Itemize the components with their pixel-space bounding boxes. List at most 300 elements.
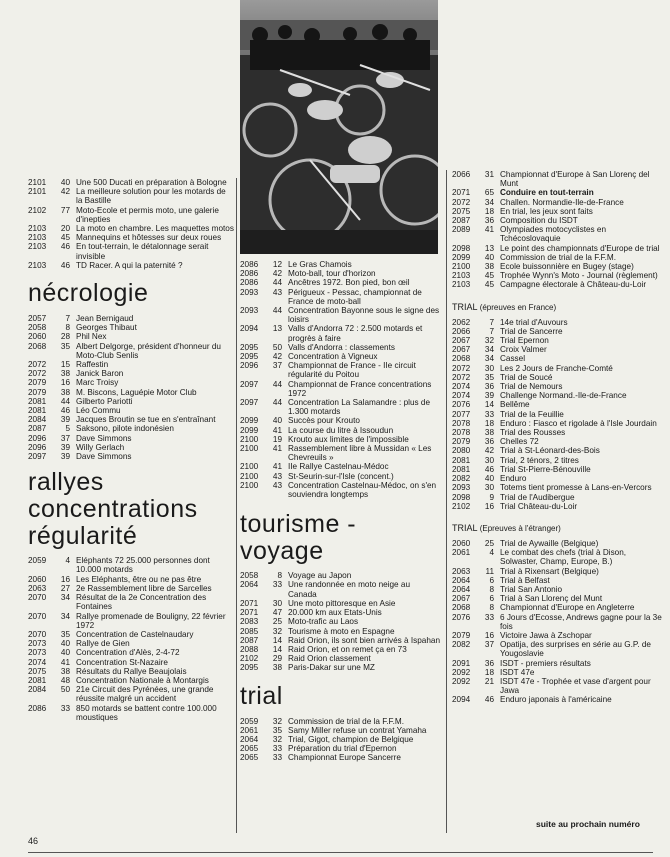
issue-number: 2102 (452, 501, 471, 511)
index-entry (240, 324, 440, 342)
page-ref: 32 (272, 626, 282, 636)
article-title: 14e trial d'Auvours (500, 317, 568, 327)
issue-number: 2098 (452, 492, 471, 502)
issue-number: 2091 (452, 658, 471, 668)
index-entry (452, 391, 664, 400)
page-ref: 36 (484, 437, 494, 447)
article-title: Croix Valmer (500, 345, 547, 355)
article-title: ISDT 47e - Trophée et vase d'argent pour Jawa (500, 676, 651, 696)
index-entry (240, 444, 440, 462)
issue-number: 2095 (240, 342, 259, 352)
article-title: Challenge Normand.-Ile-de-France (500, 391, 627, 401)
article-title: Trial à Rixensart (Belgique) (500, 566, 599, 576)
index-entry (452, 548, 664, 566)
page-ref: 47 (272, 608, 282, 618)
article-title: Cassel (500, 354, 526, 364)
article-title: Concentration de Castelnaudary (76, 629, 194, 639)
article-title: Préparation du trial d'Epernon (288, 744, 397, 754)
page-ref: 34 (60, 593, 70, 603)
article-title: 6 Jours d'Ecosse, Andrews gagne pour la 3e fois (500, 612, 662, 631)
page-ref: 20 (60, 224, 70, 234)
issue-number: 2077 (452, 409, 471, 419)
page-ref: 35 (60, 629, 70, 639)
issue-number: 2103 (452, 280, 471, 290)
article-title: Trial à St-Léonard-des-Bois (500, 446, 600, 456)
issue-number: 2071 (240, 608, 259, 618)
index-entry (452, 428, 664, 437)
issue-number: 2093 (240, 287, 259, 297)
issue-number: 2075 (28, 666, 47, 676)
article-title: Rassemblement libre à Mussidan « Les Chevreuils » (288, 444, 432, 463)
page-ref: 38 (60, 387, 70, 397)
article-title: Enduro : Fiasco et rigolade à l'Isle Jourdain (500, 418, 657, 428)
index-entry (452, 419, 664, 428)
issue-number: 2064 (240, 580, 259, 590)
issue-number: 2070 (28, 611, 47, 621)
page-ref: 43 (272, 480, 282, 490)
article-title: Janick Baron (76, 369, 124, 379)
index-entry (28, 261, 234, 270)
page-ref: 45 (60, 233, 70, 243)
issue-number: 2084 (28, 685, 47, 695)
index-entry (28, 612, 234, 630)
index-entry (28, 178, 234, 187)
page-ref: 25 (484, 538, 494, 548)
issue-number: 2081 (28, 396, 47, 406)
article-title: Une randonnée en moto neige au Canada (288, 580, 410, 599)
issue-number: 2072 (28, 369, 47, 379)
article-title: Trial St-Pierre-Bénouville (500, 464, 591, 474)
issue-number: 2088 (240, 644, 259, 654)
issue-number: 2061 (452, 548, 471, 558)
index-entry (240, 735, 440, 744)
index-entry (452, 216, 664, 225)
index-entry (452, 456, 664, 465)
index-entry (28, 424, 234, 433)
issue-number: 2095 (240, 352, 259, 362)
article-title: La meilleure solution pour les motards de la Bastille (76, 187, 226, 206)
article-title: M. Biscons, Laguépie Motor Club (76, 387, 197, 397)
page-ref: 38 (484, 262, 494, 272)
issue-number: 2058 (28, 323, 47, 333)
index-entry (240, 343, 440, 352)
issue-number: 2073 (28, 648, 47, 658)
page-ref: 44 (60, 396, 70, 406)
col3-top-list (452, 170, 664, 290)
issue-number: 2064 (240, 734, 259, 744)
page-ref: 18 (484, 206, 494, 216)
page-ref: 5 (65, 424, 70, 434)
page-ref: 34 (484, 354, 494, 364)
page-ref: 45 (484, 280, 494, 290)
article-title: Concentration Bayonne sous le signe des loisirs (288, 306, 440, 325)
issue-number: 2059 (28, 556, 47, 566)
issue-number: 2099 (240, 425, 259, 435)
index-entry (28, 584, 234, 593)
index-entry (452, 327, 664, 336)
index-entry (28, 443, 234, 452)
issue-number: 2086 (240, 269, 259, 279)
issue-number: 2068 (452, 354, 471, 364)
index-entry (452, 474, 664, 483)
issue-number: 2097 (240, 398, 259, 408)
page-ref: 36 (484, 658, 494, 668)
issue-number: 2071 (452, 188, 471, 198)
issue-number: 2067 (452, 336, 471, 346)
page-ref: 4 (489, 548, 494, 558)
index-entry (240, 380, 440, 398)
issue-number: 2079 (452, 437, 471, 447)
index-entry (240, 744, 440, 753)
page-ref: 65 (484, 188, 494, 198)
article-title: Dave Simmons (76, 433, 132, 443)
article-title: Trial Epernon (500, 336, 549, 346)
article-title: Une moto pittoresque en Asie (288, 598, 396, 608)
issue-number: 2103 (28, 260, 47, 270)
issue-number: 2086 (240, 260, 259, 269)
page-number: 46 (28, 836, 39, 846)
issue-number: 2062 (452, 317, 471, 327)
page-ref: 37 (60, 433, 70, 443)
page-ref: 33 (272, 744, 282, 754)
index-entry (240, 580, 440, 598)
page-ref: 8 (489, 603, 494, 613)
article-title: Willy Gerlach (76, 442, 125, 452)
page-ref: 7 (489, 326, 494, 336)
article-title: Trial de la Feuillie (500, 409, 564, 419)
section-title-tourisme (240, 511, 440, 565)
motorcycles-photo-image (240, 0, 438, 254)
issue-number: 2071 (240, 598, 259, 608)
article-title: Trial, 2 ténors, 2 titres (500, 455, 579, 465)
index-entry (28, 378, 234, 387)
issue-number: 2103 (28, 242, 47, 252)
article-title: Valls d'Andorra 72 : 2.500 motards et progrès à faire (288, 324, 423, 343)
issue-number: 2083 (240, 617, 259, 627)
article-title: Trial de Soucé (500, 372, 553, 382)
page-ref: 46 (60, 242, 70, 252)
article-title: Concentration d'Alès, 2-4-72 (76, 648, 180, 658)
page-ref: 33 (272, 753, 282, 763)
page-ref: 37 (272, 361, 282, 371)
article-title: IIe Rallye Castelnau-Médoc (288, 462, 389, 472)
issue-number: 2087 (240, 635, 259, 645)
index-entry (28, 224, 234, 233)
issue-number: 2100 (240, 434, 259, 444)
index-entry (240, 352, 440, 361)
index-entry (240, 663, 440, 672)
page-ref: 12 (272, 260, 282, 269)
article-title: Raid Orion, ils sont bien arrivés à Ispahan (288, 635, 441, 645)
index-entry (28, 556, 234, 574)
issue-number: 2072 (28, 360, 47, 370)
index-entry (452, 594, 664, 603)
article-title: Totems tient promesse à Lans-en-Vercors (500, 483, 652, 493)
issue-number: 2057 (28, 314, 47, 324)
issue-number: 2103 (28, 224, 47, 234)
article-title: Moto-trafic au Laos (288, 617, 359, 627)
article-title: Le point des championnats d'Europe de trial (500, 243, 660, 253)
article-title: Raid Orion classement (288, 654, 371, 664)
page-ref: 42 (484, 446, 494, 456)
index-entry (28, 397, 234, 406)
article-title: Ancêtres 1972. Bon pied, bon œil (288, 278, 410, 288)
article-title: Trial des Rousses (500, 428, 566, 438)
issue-number: 2070 (28, 629, 47, 639)
issue-number: 2100 (452, 262, 471, 272)
index-entry (240, 361, 440, 379)
index-entry (240, 654, 440, 663)
issue-number: 2081 (452, 455, 471, 465)
index-entry (452, 364, 664, 373)
article-title: Challen. Normandie-Ile-de-France (500, 197, 624, 207)
issue-number: 2060 (452, 538, 471, 548)
page-ref: 30 (484, 455, 494, 465)
article-title: Albert Delgorge, président d'honneur du Moto-Club Senlis (76, 341, 221, 360)
page-ref: 8 (65, 323, 70, 333)
page-ref: 41 (272, 462, 282, 472)
issue-number: 2065 (240, 744, 259, 754)
article-title: Moto-Ecole et permis moto, une galerie d'inepties (76, 205, 219, 224)
page-ref: 39 (60, 415, 70, 425)
page-ref: 38 (272, 663, 282, 673)
page-ref: 37 (484, 640, 494, 650)
page-ref: 18 (484, 418, 494, 428)
issue-number: 2082 (452, 474, 471, 484)
index-entry (28, 206, 234, 224)
index-entry (240, 398, 440, 416)
page-ref: 36 (484, 382, 494, 392)
continued-next-issue: suite au prochain numéro (536, 819, 640, 829)
issue-number: 2060 (28, 574, 47, 584)
page-ref: 46 (484, 695, 494, 705)
necrologie-list (28, 314, 234, 461)
index-entry (452, 253, 664, 262)
page-ref: 6 (489, 575, 494, 585)
page-ref: 29 (272, 654, 282, 664)
issue-number: 2103 (28, 233, 47, 243)
index-entry (240, 472, 440, 481)
issue-number: 2080 (452, 446, 471, 456)
page-ref: 44 (272, 306, 282, 316)
column-rule (236, 178, 237, 833)
article-title: Raid Orion, et on remet ça en 73 (288, 644, 407, 654)
article-title: Trial San Antonio (500, 584, 563, 594)
article-title: La moto en chambre. Les maquettes motos (76, 224, 234, 234)
article-title: Phil Nex (76, 332, 107, 342)
issue-number: 2079 (28, 378, 47, 388)
article-title: Trial de l'Audibergue (500, 492, 575, 502)
article-title: Commission de trial de la F.F.M. (288, 716, 405, 726)
article-title: Concentration à Vigneux (288, 352, 378, 362)
section-title-trial-france-sub: (épreuves en France) (479, 302, 557, 312)
article-title: 20.000 km aux Etats-Unis (288, 608, 382, 618)
page-ref: 34 (484, 197, 494, 207)
article-title: Saksono, pilote indonésien (76, 424, 174, 434)
issue-number: 2067 (452, 345, 471, 355)
index-entry (28, 685, 234, 703)
issue-number: 2094 (452, 695, 471, 705)
article-title: Trial à Belfast (500, 575, 550, 585)
issue-number: 2099 (452, 252, 471, 262)
issue-number: 2092 (452, 676, 471, 686)
page-ref: 18 (484, 667, 494, 677)
index-entry (28, 314, 234, 323)
index-entry (240, 416, 440, 425)
page-ref: 32 (484, 336, 494, 346)
section-title-rallyes (28, 469, 234, 550)
page-ref: 14 (272, 644, 282, 654)
page-ref: 43 (272, 471, 282, 481)
index-entry (452, 280, 664, 289)
index-entry (452, 198, 664, 207)
index-entry (240, 306, 440, 324)
issue-number: 2086 (240, 278, 259, 288)
page-ref: 42 (60, 187, 70, 197)
issue-number: 2100 (240, 462, 259, 472)
article-title: Championnat de France concentrations 1972 (288, 379, 432, 398)
index-entry (452, 262, 664, 271)
article-title: Samy Miller refuse un contrat Yamaha (288, 725, 427, 735)
issue-number: 2078 (452, 418, 471, 428)
index-entry (28, 704, 234, 722)
index-entry (240, 599, 440, 608)
index-entry (452, 659, 664, 668)
index-entry (240, 717, 440, 726)
rallyes-list (28, 556, 234, 722)
index-entry (452, 567, 664, 576)
page-ref: 6 (489, 594, 494, 604)
section-title-line: régularité (28, 522, 138, 551)
page-ref: 39 (60, 442, 70, 452)
column-2 (240, 260, 440, 763)
article-title: Concentration Nationale à Montargis (76, 675, 209, 685)
index-entry (28, 630, 234, 639)
index-entry (240, 627, 440, 636)
page-ref: 35 (272, 725, 282, 735)
issue-number: 2084 (28, 415, 47, 425)
article-title: Rallye de Gien (76, 639, 130, 649)
index-entry (240, 462, 440, 471)
index-entry (28, 658, 234, 667)
index-entry (452, 631, 664, 640)
article-title: Conduire en tout-terrain (500, 188, 594, 198)
issue-number: 2063 (28, 583, 47, 593)
article-title: Résultat de la 2e Concentration des Fontaines (76, 593, 207, 612)
page-ref: 40 (272, 416, 282, 426)
page-ref: 46 (484, 464, 494, 474)
index-entry (240, 753, 440, 762)
article-title: Concentration La Salamandre : plus de 1.300 motards (288, 398, 431, 417)
article-title: Trial, Gigot, champion de Belgique (288, 734, 414, 744)
issue-number: 2074 (452, 382, 471, 392)
index-entry (452, 493, 664, 502)
page-ref: 46 (60, 406, 70, 416)
issue-number: 2058 (240, 571, 259, 581)
page-ref: 16 (60, 574, 70, 584)
index-entry (452, 437, 664, 446)
index-entry (452, 410, 664, 419)
issue-number: 2100 (240, 444, 259, 454)
index-entry (240, 645, 440, 654)
page-ref: 44 (272, 278, 282, 288)
page-ref: 77 (60, 205, 70, 215)
article-title: Chelles 72 (500, 437, 539, 447)
article-title: Trial Château-du-Loir (500, 501, 578, 511)
trial-list (240, 717, 440, 763)
article-title: Concentration St-Nazaire (76, 657, 168, 667)
issue-number: 2101 (28, 178, 47, 187)
issue-number: 2100 (240, 471, 259, 481)
page-ref: 34 (60, 611, 70, 621)
index-entry (452, 576, 664, 585)
page-ref: 35 (60, 341, 70, 351)
index-entry (240, 269, 440, 278)
page-ref: 7 (489, 317, 494, 327)
index-entry (240, 288, 440, 306)
article-title: TD Racer. A qui la paternité ? (76, 260, 183, 270)
article-title: Rallye promenade de Bouligny, 22 février 1972 (76, 611, 226, 630)
index-entry (28, 415, 234, 424)
article-title: Le combat des chefs (trial à Dison, Solwaster, Champ, Europe, B.) (500, 548, 627, 567)
section-title-line: voyage (240, 537, 324, 566)
issue-number: 2089 (452, 225, 471, 235)
page-ref: 8 (277, 571, 282, 581)
page-ref: 48 (60, 675, 70, 685)
column-rule (446, 170, 447, 833)
page-ref: 33 (484, 409, 494, 419)
article-title: Raffestin (76, 360, 109, 370)
column-3 (452, 170, 664, 705)
article-title: Trial de Nemours (500, 382, 563, 392)
article-title: Léo Commu (76, 406, 121, 416)
index-entry (452, 345, 664, 354)
article-title: Olympiades motocyclistes en Tchécoslovaquie (500, 225, 607, 244)
issue-number: 2096 (28, 442, 47, 452)
issue-number: 2093 (240, 306, 259, 316)
page-ref: 41 (484, 225, 494, 235)
section-title-line: tourisme - (240, 510, 357, 539)
page-ref: 25 (272, 617, 282, 627)
page-ref: 33 (484, 612, 494, 622)
article-title: Krouto aux limites de l'impossible (288, 434, 409, 444)
issue-number: 2076 (452, 400, 471, 410)
article-title: Moto-ball, tour d'horizon (288, 269, 376, 279)
index-entry (452, 225, 664, 243)
article-title: Composition du ISDT (500, 216, 578, 226)
index-entry (28, 233, 234, 242)
section-title-line: concentrations (28, 495, 198, 524)
page-ref: 50 (272, 342, 282, 352)
page-ref: 28 (60, 332, 70, 342)
column-1 (28, 178, 234, 722)
section-title-line: rallyes (28, 468, 104, 497)
article-title: Eléphants 72 25.000 personnes dont 10.000 motards (76, 556, 210, 575)
index-entry (452, 677, 664, 695)
page-ref: 16 (60, 378, 70, 388)
index-entry (240, 571, 440, 580)
article-title: Campagne électorale à Château-du-Loir (500, 280, 647, 290)
issue-number: 2076 (452, 612, 471, 622)
article-title: Trophée Wynn's Moto - Journal (règlement) (500, 271, 658, 281)
page-rule (28, 852, 653, 853)
page-ref: 32 (272, 716, 282, 726)
index-entry (28, 369, 234, 378)
article-title: Valls d'Andorra : classements (288, 342, 395, 352)
article-title: Bellême (500, 400, 530, 410)
index-entry (452, 382, 664, 391)
page-ref: 41 (272, 425, 282, 435)
